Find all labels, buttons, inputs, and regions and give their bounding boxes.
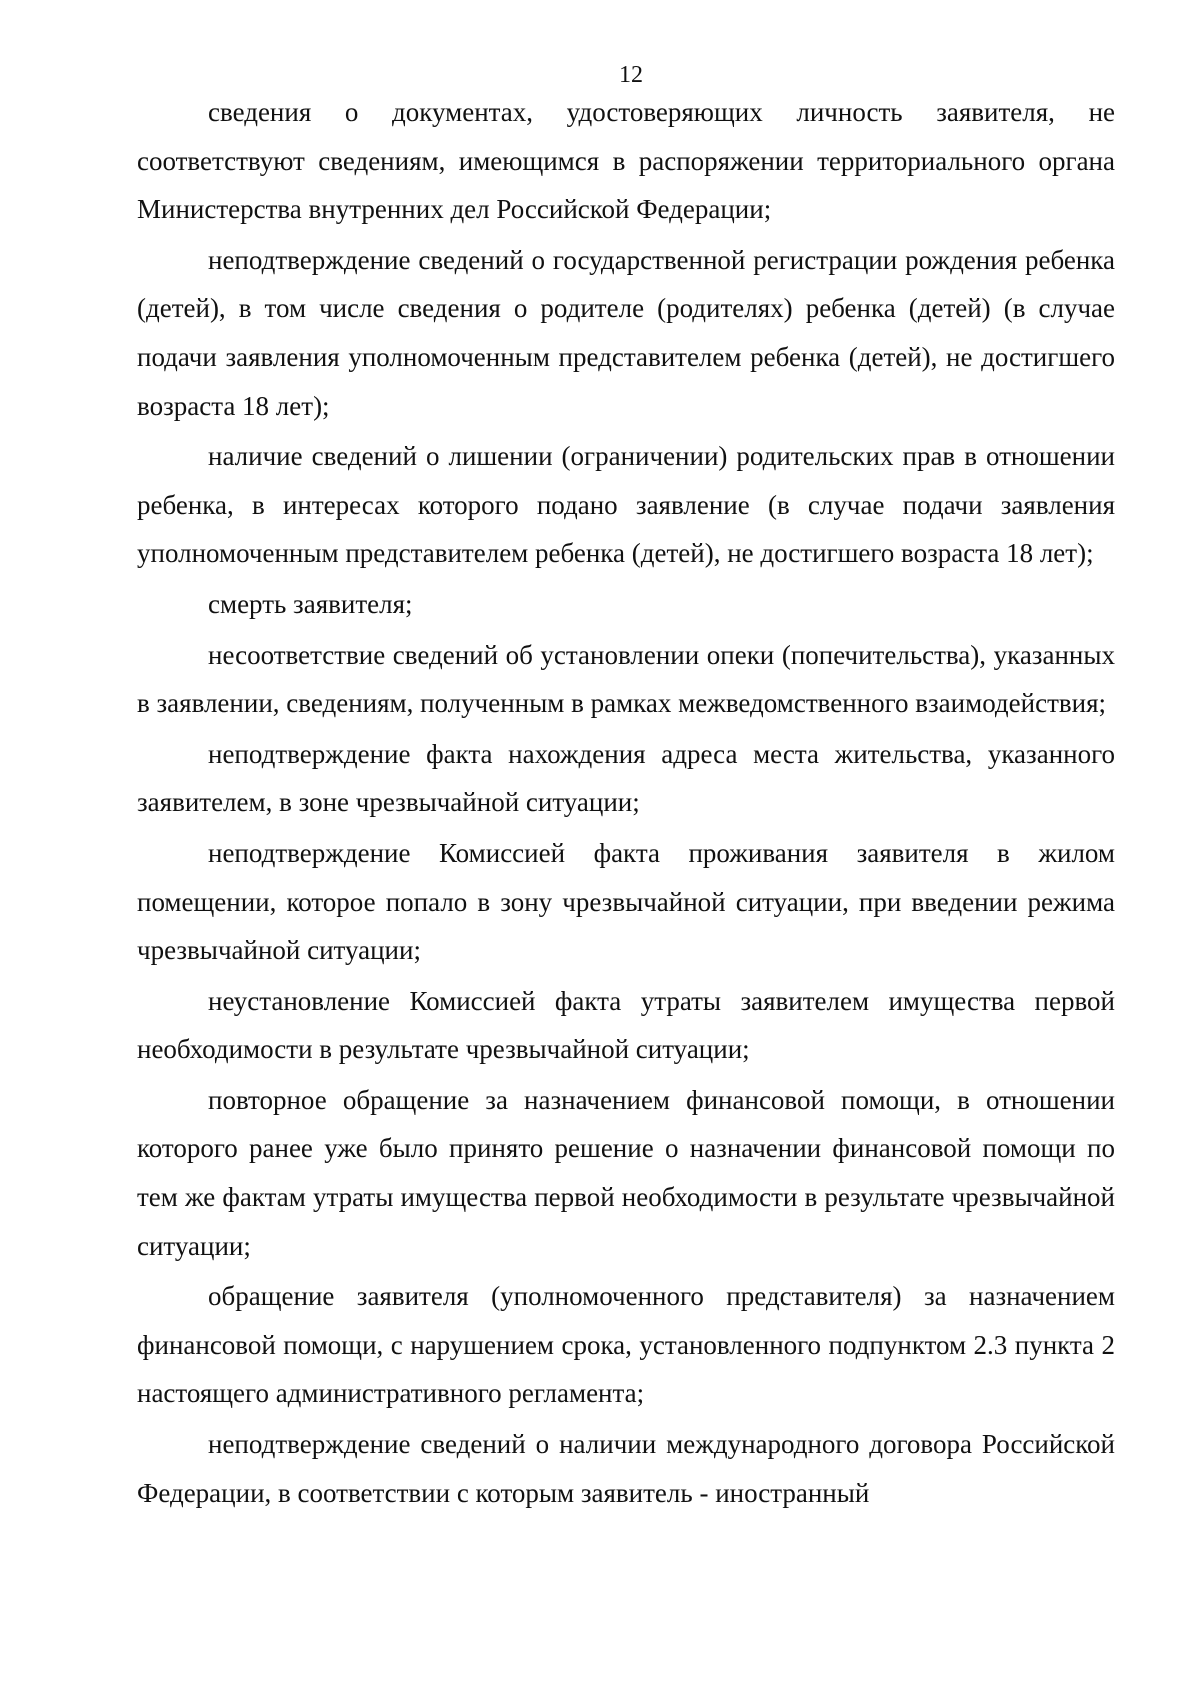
paragraph-emergency-zone-address: неподтверждение факта нахождения адреса места жительства, указанного заявителем, в зоне чрезвычайной ситуации; [137,738,1115,818]
paragraph-parental-rights: наличие сведений о лишении (ограничении) родительских прав в отношении ребенка, в интересах которого подано заявление (в случае подачи заявления уполномоченным представителем ребенка (детей), не достигшего возраста 18 лет); [137,441,1115,569]
paragraph-applicant-death: смерть заявителя; [208,588,413,619]
paragraph-property-loss: неустановление Комиссией факта утраты заявителем имущества первой необходимости в результате чрезвычайной ситуации; [137,985,1115,1065]
paragraph-international-treaty: неподтверждение сведений о наличии международного договора Российской Федерации, в соответствии с которым заявитель - иностранный [137,1429,1115,1508]
paragraph-guardianship: несоответствие сведений об установлении опеки (попечительства), указанных в заявлении, сведениям, полученным в рамках межведомственного взаимодействия; [137,639,1115,719]
paragraph-residence-confirmation: неподтверждение Комиссией факта проживания заявителя в жилом помещении, которое попало в зону чрезвычайной ситуации, при введении режима чрезвычайной ситуации; [137,837,1115,966]
page-number: 12 [619,62,643,88]
document-body [137,88,1115,1517]
paragraph-deadline-violation: обращение заявителя (уполномоченного представителя) за назначением финансовой помощи, с нарушением срока, установленного подпунктом 2.3 пункта 2 настоящего административного регламента; [137,1281,1115,1409]
paragraph-birth-registration: неподтверждение сведений о государственной регистрации рождения ребенка (детей), в том числе сведения о родителе (родителях) ребенка (детей) (в случае подачи заявления уполномоченным представителем ребенка (детей), не достигшего возраста 18 лет); [137,244,1115,421]
paragraph-identity-documents: сведения о документах, удостоверяющих личность заявителя, не соответствуют сведениям, имеющимся в распоряжении территориального органа Министерства внутренних дел Российской Федерации; [137,97,1115,225]
paragraph-repeated-request: повторное обращение за назначением финансовой помощи, в отношении которого ранее уже было принято решение о назначении финансовой помощи по тем же фактам утраты имущества первой необходимости в результате чрезвычайной ситуации; [137,1084,1115,1261]
